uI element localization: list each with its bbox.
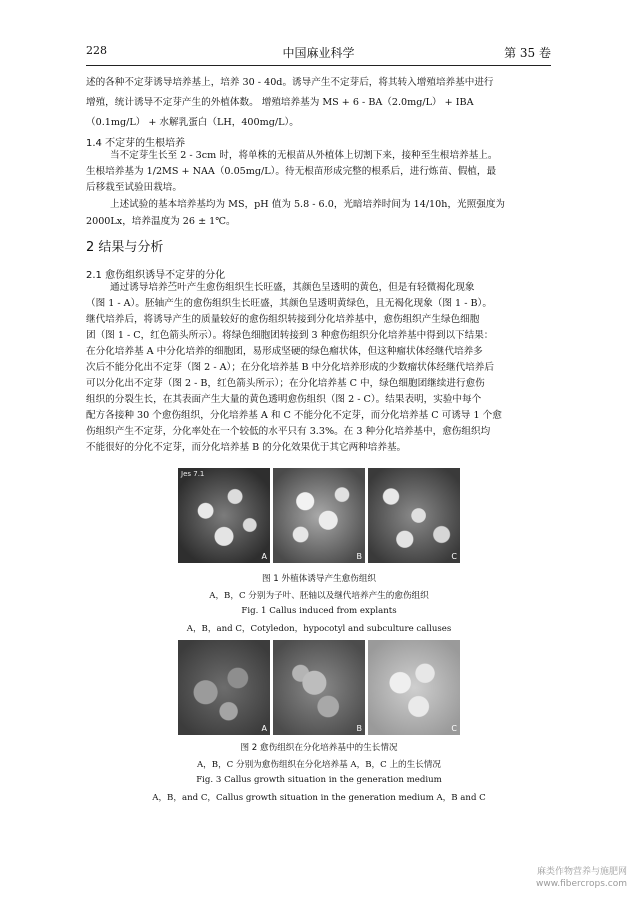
para-line: 2000Lx，培养温度为 26 ± 1℃。: [86, 216, 236, 227]
article-body: [86, 76, 552, 466]
para-line: 不能很好的分化不定芽，而分化培养基 B 的分化效果优于其它两种培养基。: [86, 442, 407, 453]
para-line: 继代培养后，将诱导产生的质量较好的愈伤组织转接到分化培养基中，愈伤组织产生绿色细胞: [86, 314, 480, 325]
para-line: 通过诱导培养苎叶产生愈伤组织生长旺盛，其颜色呈透明的黄色，但是有轻微褐化现象: [110, 282, 475, 293]
figure-2-photos: [178, 640, 460, 735]
figure-1-caption-en: Fig. 1 Callus induced from explants: [241, 606, 397, 616]
section-heading-2-1: 2.1 愈伤组织诱导不定芽的分化: [86, 270, 226, 281]
panel-label: B: [356, 552, 362, 561]
panel-corner-mark: Jes 7.1: [181, 470, 205, 478]
para-line: 伤组织产生不定芽，分化率处在一个较低的水平只有 3.3%。在 3 种分化培养基中，愈伤组织均: [86, 426, 491, 437]
watermark-url: www.fibercrops.com: [536, 879, 627, 889]
watermark-title: 麻类作物营养与施肥网: [536, 867, 627, 877]
figure-1-caption-cn: 图 1 外植体诱导产生愈伤组织: [261, 574, 377, 584]
para-line: 后移栽至试验田栽培。: [86, 182, 182, 193]
para-line: 在分化培养基 A 中分化培养的细胞团，易形成坚硬的绿色瘤状体，但这种瘤状体经继代培养多: [86, 346, 483, 357]
figure-2-panel-b: [273, 640, 365, 735]
journal-title: 中国麻业科学: [282, 46, 355, 60]
running-header: [86, 42, 551, 66]
para-line: 当不定芽生长至 2 - 3cm 时，将单株的无根苗从外植体上切割下来，接种至生根培养基上。: [110, 150, 498, 161]
panel-label: A: [261, 724, 267, 733]
para-line: （0.1mg/L） + 水解乳蛋白（LH，400mg/L）。: [86, 117, 299, 128]
para-line: 配方各接种 30 个愈伤组织，分化培养基 A 和 C 不能分化不定芽，而分化培养基 C 可诱导 1 个愈: [86, 410, 502, 421]
para-line: （图 1 - A）。胚轴产生的愈伤组织生长旺盛，其颜色呈透明黄绿色，且无褐化现象（图 1 - B）。: [86, 298, 492, 309]
figure-2-caption-en: Fig. 3 Callus growth situation in the generation medium: [196, 775, 442, 785]
volume-number: 第 35 卷: [504, 46, 551, 60]
figure-1-panel-b: [273, 468, 365, 563]
figure-1-subcaption-en: A，B，and C，Cotyledon，hypocotyl and subculture calluses: [186, 624, 452, 634]
panel-label: B: [356, 724, 362, 733]
figure-2-panel-c: [368, 640, 460, 735]
figure-1-panel-a: [178, 468, 270, 563]
figure-2-subcaption-cn: A，B，C 分别为愈伤组织在分化培养基 A，B，C 上的生长情况: [196, 760, 442, 770]
page-number: 228: [86, 44, 107, 57]
para-line: 组织的分裂生长，在其表面产生大量的黄色透明愈伤组织（图 2 - C）。结果表明，实验中每个: [86, 394, 482, 405]
figure-1-panel-c: [368, 468, 460, 563]
para-line: 述的各种不定芽诱导培养基上，培养 30 - 40d。诱导产生不定芽后，将其转入增殖培养基中进行: [86, 77, 494, 88]
figure-2-caption-cn: 图 2 愈伤组织在分化培养基中的生长情况: [240, 743, 398, 753]
figure-1-subcaption-cn: A，B，C 分别为子叶、胚轴以及继代培养产生的愈伤组织: [209, 591, 429, 601]
section-heading-1-4: 1.4 不定芽的生根培养: [86, 138, 186, 149]
figure-2-panel-a: [178, 640, 270, 735]
panel-label: C: [451, 552, 457, 561]
figure-1-photos: [178, 468, 460, 563]
section-heading-2: 2 结果与分析: [86, 240, 164, 255]
para-line: 上述试验的基本培养基均为 MS，pH 值为 5.8 - 6.0，光暗培养时间为 14/10h，光照强度为: [110, 199, 506, 210]
para-line: 可以分化出不定芽（图 2 - B，红色箭头所示）；在分化培养基 C 中，绿色细胞团继续进行愈伤: [86, 378, 485, 389]
panel-label: C: [451, 724, 457, 733]
para-line: 次后不能分化出不定芽（图 2 - A）；在分化培养基 B 中分化培养形成的少数瘤状体经继代培养后: [86, 362, 494, 373]
panel-label: A: [261, 552, 267, 561]
figure-2-subcaption-en: A，B，and C，Callus growth situation in the generation medium A，B and C: [152, 793, 486, 803]
para-line: 增殖，统计诱导不定芽产生的外植体数。 增殖培养基为 MS + 6 - BA（2.0mg/L） + IBA: [86, 97, 474, 108]
para-line: 团（图 1 - C，红色箭头所示）。将绿色细胞团转接到 3 种愈伤组织分化培养基中得到以下结果：: [86, 330, 494, 341]
para-line: 生根培养基为 1/2MS + NAA（0.05mg/L）。待无根苗形成完整的根系后，进行炼苗、假植，最: [86, 166, 497, 177]
